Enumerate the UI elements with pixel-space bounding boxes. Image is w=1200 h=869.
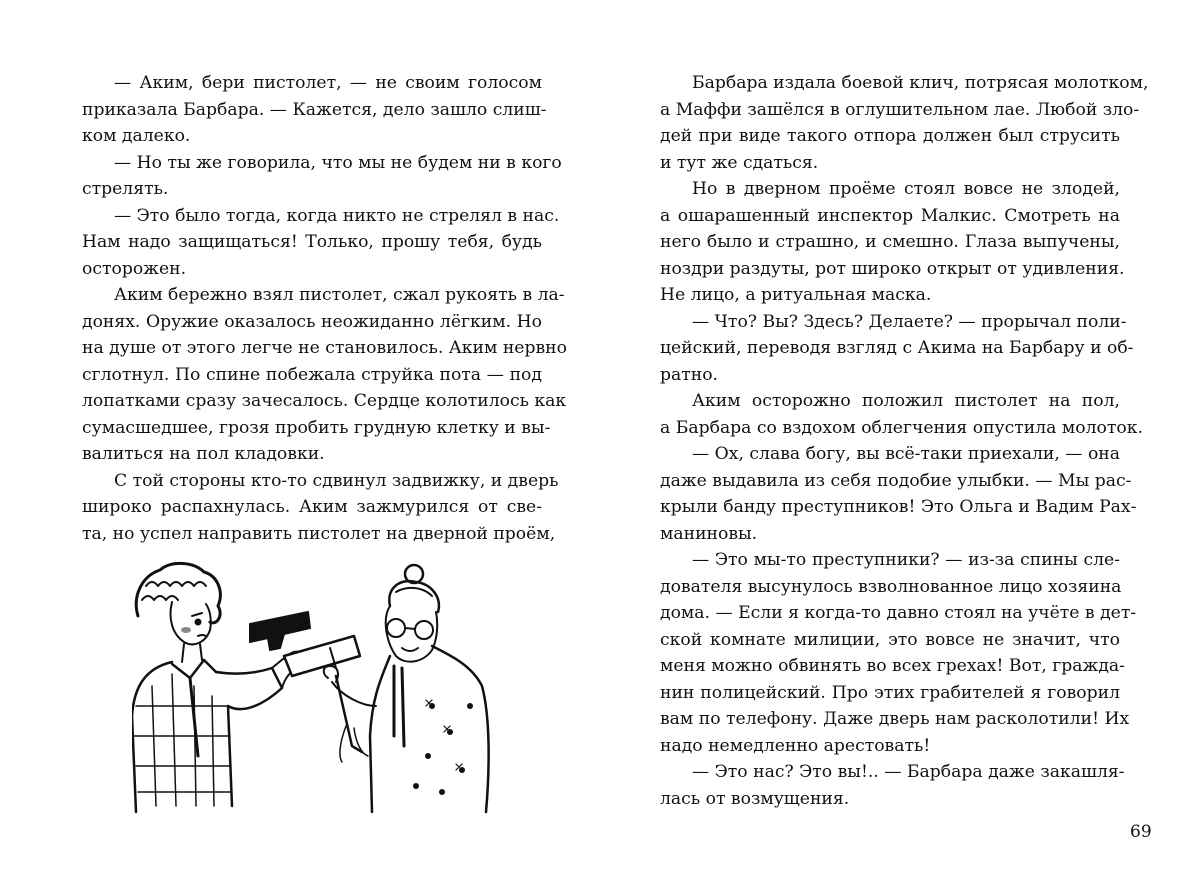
text-line: ком далеко. [82, 126, 191, 146]
text-line: дома. — Если я когда-то давно стоял на учёте в дет- [660, 603, 1137, 623]
paragraph [82, 70, 547, 150]
text-line: — Это мы-то преступники? — из-за спины сле- [692, 550, 1120, 570]
text-line: — Это было тогда, когда никто не стрелял в нас. [114, 205, 560, 226]
text-line: ноздри раздуты, рот широко открыт от удивления. [660, 258, 1125, 279]
text-line: а Барбара со вздохом облегчения опустила молоток. [660, 417, 1143, 438]
text-line: лась от возмущения. [660, 788, 850, 809]
text-line: даже выдавила из себя подобие улыбки. — Мы рас- [660, 470, 1132, 491]
paragraph [660, 309, 1134, 389]
text-line: вам по телефону. Даже дверь нам расколотили! Их [660, 709, 1130, 729]
left-page-text [82, 70, 567, 547]
text-line: широко распахнулась. Аким зажмурился от све- [82, 497, 542, 517]
text-line: крыли банду преступников! Это Ольга и Вадим Рах- [660, 497, 1137, 517]
text-line: — Ох, слава богу, вы всё-таки приехали, — она [692, 444, 1120, 464]
right-page-text [660, 70, 1149, 812]
paragraph [660, 70, 1149, 176]
text-line: С той стороны кто-то сдвинул задвижку, и дверь [114, 470, 559, 491]
text-line: — Аким, бери пистолет, — не своим голосом [114, 73, 542, 93]
paragraph [82, 468, 559, 548]
text-line: — Но ты же говорила, что мы не будем ни в кого [114, 152, 562, 173]
illustration-akim-and-barbara [132, 556, 492, 814]
text-line: Барбара издала боевой клич, потрясая молотком, [692, 73, 1149, 93]
text-line: сглотнул. По спине побежала струйка пота — под [82, 364, 542, 385]
paragraph [82, 203, 560, 283]
paragraph [660, 388, 1143, 441]
text-line: валиться на пол кладовки. [82, 444, 325, 464]
paragraph [660, 759, 1125, 812]
text-line: надо немедленно арестовать! [660, 735, 931, 756]
text-line: сумасшедшее, грозя пробить грудную клетку и вы- [82, 417, 551, 438]
text-line: нин полицейский. Про этих грабителей я говорил [660, 682, 1120, 703]
text-line: Аким бережно взял пистолет, сжал рукоять в ла- [114, 285, 565, 305]
text-line: ской комнате милиции, это вовсе не значит, что [660, 629, 1120, 650]
text-line: Не лицо, а ритуальная маска. [660, 285, 932, 305]
text-line: дователя высунулось взволнованное лицо хозяина [660, 576, 1122, 597]
paragraph [660, 441, 1137, 547]
text-line: приказала Барбара. — Кажется, дело зашло слиш- [82, 99, 547, 120]
text-line: маниновы. [660, 523, 758, 544]
text-line: цейский, переводя взгляд с Акима на Барбару и об- [660, 338, 1134, 358]
text-line: стрелять. [82, 179, 169, 199]
text-line: Но в дверном проёме стоял вовсе не злодей, [692, 179, 1120, 199]
paragraph [82, 150, 562, 203]
text-line: Аким осторожно положил пистолет на пол, [692, 391, 1120, 411]
text-line: ратно. [660, 364, 719, 385]
text-line: него было и страшно, и смешно. Глаза выпучены, [660, 232, 1120, 252]
text-line: и тут же сдаться. [660, 152, 819, 173]
paragraph [660, 176, 1125, 309]
paragraph [660, 547, 1137, 759]
barbara-figure [284, 565, 489, 812]
text-line: донях. Оружие оказалось неожиданно лёгким. Но [82, 311, 542, 332]
text-line: меня можно обвинять во всех грехах! Вот, гражда- [660, 656, 1125, 676]
paragraph [82, 282, 567, 468]
text-line: Нам надо защищаться! Только, прошу тебя, будь [82, 232, 542, 252]
text-line: дей при виде такого отпора должен был струсить [660, 126, 1120, 146]
text-line: на душе от этого легче не становилось. Аким нервно [82, 338, 567, 358]
text-line: осторожен. [82, 258, 187, 279]
text-line: а ошарашенный инспектор Малкис. Смотреть на [660, 205, 1120, 226]
page-number: 69 [1130, 822, 1152, 842]
text-line: — Что? Вы? Здесь? Делаете? — прорычал поли- [692, 311, 1127, 332]
akim-figure [132, 563, 310, 812]
text-line: — Это нас? Это вы!.. — Барбара даже закашля- [692, 762, 1125, 782]
text-line: а Маффи зашёлся в оглушительном лае. Любой зло- [660, 99, 1140, 120]
text-line: лопатками сразу зачесалось. Сердце колотилось как [82, 391, 567, 411]
text-line: та, но успел направить пистолет на дверной проём, [82, 523, 556, 544]
